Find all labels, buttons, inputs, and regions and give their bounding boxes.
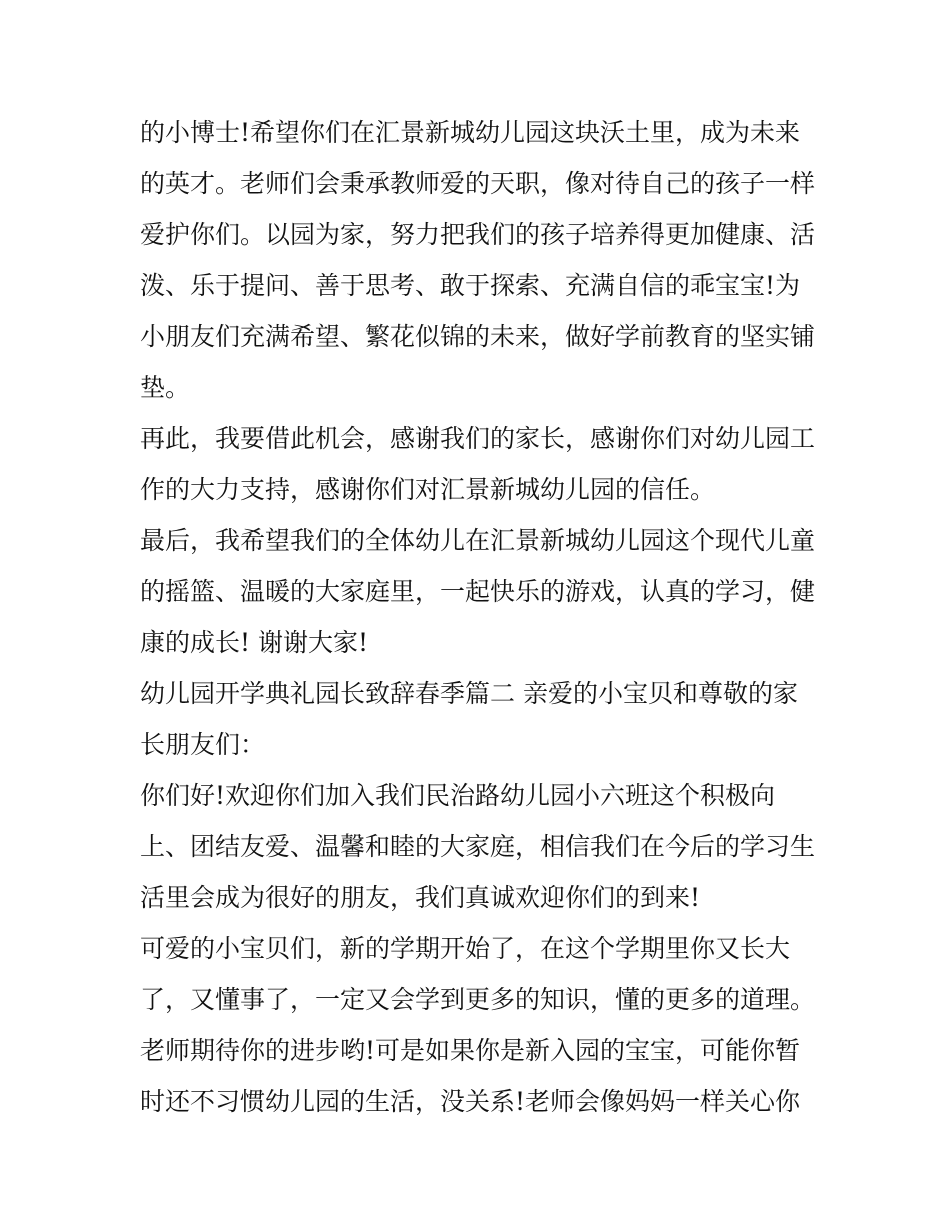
text-line: 的小博士!希望你们在汇景新城幼儿园这块沃土里，成为未来 [140,118,801,147]
text-line: 作的大力支持，感谢你们对汇景新城幼儿园的信任。 [140,475,716,504]
text-line: 泼、乐于提问、善于思考、敢于探索、充满自信的乖宝宝!为 [140,271,801,300]
text-line: 的英才。老师们会秉承教师爱的天职，像对待自己的孩子一样 [140,169,816,198]
text-line: 的摇篮、温暖的大家庭里，一起快乐的游戏，认真的学习，健 [140,577,816,606]
document-body [140,107,820,1127]
text-line: 长朋友们： [140,730,266,759]
text-line: 上、团结友爱、温馨和睦的大家庭，相信我们在今后的学习生 [140,832,816,861]
text-line: 再此，我要借此机会，感谢我们的家长，感谢你们对幼儿园工 [140,424,816,453]
section-heading-line: 幼儿园开学典礼园长致辞春季篇二 亲爱的小宝贝和尊敬的家 [140,679,798,708]
text-line: 可爱的小宝贝们，新的学期开始了，在这个学期里你又长大 [140,934,791,963]
text-line: 了，又懂事了，一定又会学到更多的知识，懂的更多的道理。 [140,985,816,1014]
text-line: 康的成长! 谢谢大家! [140,628,369,657]
text-line: 垫。 [140,373,191,402]
text-line: 小朋友们充满希望、繁花似锦的未来，做好学前教育的坚实铺 [140,322,816,351]
text-line: 最后，我希望我们的全体幼儿在汇景新城幼儿园这个现代儿童 [140,526,816,555]
text-line: 你们好!欢迎你们加入我们民治路幼儿园小六班这个积极向 [140,781,776,810]
text-line: 爱护你们。以园为家，努力把我们的孩子培养得更加健康、活 [140,220,816,249]
text-line: 老师期待你的进步哟!可是如果你是新入园的宝宝，可能你暂 [140,1036,801,1065]
text-line: 活里会成为很好的朋友，我们真诚欢迎你们的到来! [140,883,701,912]
text-line: 时还不习惯幼儿园的生活，没关系!老师会像妈妈一样关心你 [140,1087,801,1116]
